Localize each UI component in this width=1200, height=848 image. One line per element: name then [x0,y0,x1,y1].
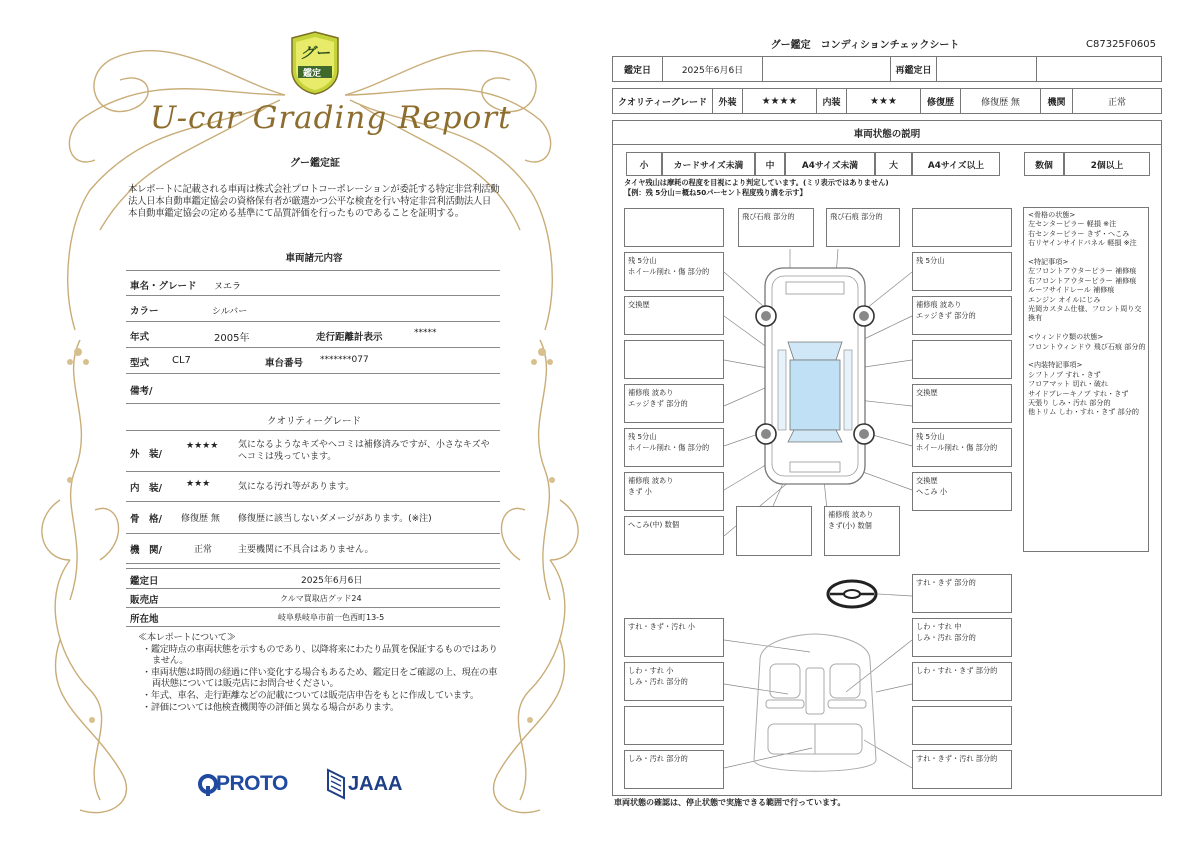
proto-logo-icon [198,774,218,800]
ext-box-left-1-text: 残 5分山 ホイール削れ・傷 部分的 [628,256,710,276]
jaaa-logo [326,768,403,804]
note-item: ・年式、車名、走行距離などの記載については販売店申告をもとに作成しています。 [142,689,479,701]
dealer-label: 販売店 [130,595,159,606]
ext-box-right-4: 交換歴 [912,384,1012,423]
repair-value: 修復歴 無 [961,89,1041,113]
ext-box-left-2: 交換歴 [624,296,724,335]
count-desc: 2個以上 [1064,152,1150,176]
condition-check-sheet [600,0,1200,848]
int-box-right-2: しわ・すれ 中 しみ・汚れ 部分的 [912,618,1012,657]
quality-exterior-comment: 気になるようなキズやヘコミは補修済みですが、小さなキズやヘコミは残っています。 [238,440,490,462]
condition-line: サイドブレーキノブ すれ・きず [1028,388,1129,398]
ext-box-bottom-center: 補修痕 波あり きず(小) 数個 [824,506,900,556]
condition-line: 天張り しみ・汚れ 部分的 [1028,398,1111,408]
reappraisal-label: 再鑑定日 [891,57,937,81]
quality-frame-grade: 修復歴 無 [181,514,220,524]
ext-box-top-center: 飛び石痕 部分的 [738,208,814,247]
spec-color-value: シルバー [212,307,248,317]
note-text: 評価については他検査機関等の評価と異なる場合があります。 [150,701,399,713]
ext-box-right-5: 残 5分山 ホイール削れ・傷 部分的 [912,428,1012,467]
report-script-title: U-car Grading Report [150,100,512,136]
date-value: 2025年6月6日 [663,57,763,81]
condition-line: 他トリム しわ・すれ・きず 部分的 [1028,407,1139,417]
note-item: ・評価については他検査機関等の評価と異なる場合があります。 [142,701,399,713]
spec-odometer-label: 走行距離計表示 [316,332,383,343]
spec-remarks-label: 備考/ [130,386,153,397]
car-interior-icon [754,634,876,771]
exterior-stars: ★★★★ [743,89,817,113]
quality-row-frame [126,502,500,534]
ext-box-right-1: 残 5分山 [912,252,1012,291]
exterior-label: 外装 [713,89,743,113]
sheet-code: C87325F0605 [1086,39,1156,50]
quality-frame-comment: 修復歴に該当しないダメージがあります。(※注) [238,514,432,524]
appraisal-date-row [126,568,500,589]
int-box-right-1: すれ・きず 部分的 [912,574,1012,613]
note-item: ・鑑定時点の車両状態を示すものであり、以降将来にわたり品質を保証するものではありません。 [142,643,498,667]
condition-line: 右リヤインサイドパネル 軽損 ※注 [1028,238,1137,248]
size-small-desc: カードサイズ未満 [662,152,755,176]
spec-row-model [126,348,500,374]
ext-box-left-7: へこみ(中) 数個 [624,516,724,555]
condition-section-title: 車両状態の説明 [613,121,1161,145]
notes-title: ≪本レポートについて≫ [138,632,236,643]
dealer-value: クルマ買取店グッド24 [280,594,362,603]
ext-box-right-3-blank [912,340,1012,379]
proto-logo-text: PROTO [216,772,288,795]
ext-box-right-2: 補修痕 波あり エッジきず 部分的 [912,296,1012,335]
condition-line: エンジン オイルにじみ [1028,294,1101,304]
int-box-right-5: すれ・きず・汚れ 部分的 [912,750,1012,789]
condition-line: 換有 [1028,313,1043,323]
size-small-label: 小 [626,152,662,176]
certificate-title: グー鑑定証 [290,158,340,169]
int-box-left-5: しみ・汚れ 部分的 [624,750,724,789]
spec-model-value: CL7 [172,355,191,366]
date-label: 鑑定日 [613,57,663,81]
spec-model-label: 型式 [130,358,150,369]
spec-name-value: ヌエラ [214,282,242,292]
car-top-view-icon [756,268,874,484]
condition-spacer [1028,323,1144,332]
condition-line: <ウィンドウ類の状態> [1028,332,1104,342]
ext-box-left-3-blank [624,340,724,379]
spec-name-label: 車名・グレード [130,281,197,292]
quality-frame-label: 骨 格/ [130,514,162,525]
condition-spacer [1028,351,1144,360]
spec-color-label: カラー [130,306,159,317]
spec-odometer-value: ***** [414,328,437,338]
ext-box-right-6: 交換歴 へこみ 小 [912,472,1012,511]
quality-engine-label: 機 関/ [130,545,162,556]
condition-line: <内装特記事項> [1028,360,1083,370]
quality-engine-comment: 主要機関に不具合はありません。 [238,545,374,555]
engine-label: 機関 [1041,89,1073,113]
note-text: 車両状態は時間の経過に伴い変化する場合もあるため、鑑定日をご確認の上、現在の車両状態については販売店にお問合せください。 [150,666,498,690]
appraisal-date-value: 2025年6月6日 [301,576,363,586]
size-large-label: 大 [875,152,912,176]
quality-interior-grade: ★★★ [186,479,211,489]
quality-row-interior [126,472,500,502]
size-medium-desc: A4サイズ未満 [785,152,875,176]
spec-chassis-value: *******077 [320,355,369,365]
goo-appraisal-badge-icon [286,30,344,96]
condition-spacer [1028,248,1144,257]
address-value: 岐阜県岐阜市前一色西町13-5 [278,613,385,622]
tire-note-line2: 【例：残 5分山＝概ね50パーセント程度残り溝を示す】 [624,188,807,197]
address-label: 所在地 [130,614,159,625]
int-box-left-3: しわ・すれ 小 しみ・汚れ 部分的 [624,662,724,701]
jaaa-logo-icon [326,768,346,800]
condition-line: ルーフサイドレール 補修痕 [1028,285,1115,295]
dealer-row [126,589,500,608]
interior-stars: ★★★ [847,89,921,113]
condition-line: 光岡カスタム仕様、フロント周り交 [1028,304,1142,314]
size-medium-label: 中 [755,152,785,176]
quality-row-exterior [126,430,500,472]
badge-goo-text: グー [300,44,331,62]
quality-exterior-label: 外 装/ [130,449,162,460]
quality-heading: クオリティーグレード [266,416,362,427]
engine-value: 正常 [1107,97,1126,108]
condition-line: 右フロントアウターピラー 補修痕 [1028,275,1137,285]
spec-row-name [126,270,500,296]
size-large-desc: A4サイズ以上 [912,152,1000,176]
int-box-right-3: しわ・すれ・きず 部分的 [912,662,1012,701]
quality-row-engine [126,534,500,564]
jaaa-logo-text: JAAA [348,773,403,795]
spec-chassis-label: 車台番号 [265,358,304,369]
note-text: 年式、車名、走行距離などの記載については販売店申告をもとに作成しています。 [150,689,479,701]
quality-grade-label: クオリティーグレード [613,89,713,113]
count-label: 数個 [1024,152,1064,176]
ext-box-left-4: 補修痕 波あり エッジきず 部分的 [624,384,724,423]
condition-line: フロアマット 切れ・破れ [1028,379,1109,389]
condition-line: 左センターピラー 軽損 ※注 [1028,219,1117,229]
certificate-body: 本レポートに記載される車両は株式会社プロトコーポレーションが委託する特定非営利活動法人日本自動車鑑定協会の資格保有者が厳選かつ公平な検査を行い特定非営利活動法人日本自動車鑑定協会の定める基準にて品質評価を行ったものであることを証明する。 [128,184,500,219]
condition-line: 右センターピラー きず・へこみ [1028,228,1130,238]
condition-line: <特記事項> [1028,257,1069,267]
quality-interior-label: 内 装/ [130,483,162,494]
sheet-title: グー鑑定 コンディションチェックシート [770,40,960,51]
badge-kantei-text: 鑑定 [303,69,322,79]
address-row [126,608,500,627]
footer-note: 車両状態の確認は、停止状態で実施できる範囲で行っています。 [614,798,846,807]
quality-engine-grade: 正常 [194,545,213,555]
spec-row-color [126,296,500,322]
quality-exterior-grade: ★★★★ [186,441,219,451]
ext-box-left-5: 残 5分山 ホイール削れ・傷 部分的 [624,428,724,467]
ext-box-left-6: 補修痕 波あり きず 小 [624,472,724,511]
spec-heading: 車両諸元内容 [285,253,343,264]
note-item: ・車両状態は時間の経過に伴い変化する場合もあるため、鑑定日をご確認の上、現在の車両状態については販売店にお問合せください。 [142,666,498,690]
quality-interior-comment: 気になる汚れ等があります。 [238,482,355,492]
ext-box-front-right-blank [912,208,1012,247]
tire-note-line1: タイヤ残山は摩耗の程度を目視により判定しています。(ミリ表示ではありません) [624,178,889,187]
spec-year-value: 2005年 [214,333,250,344]
repair-label: 修復歴 [921,89,961,113]
int-box-left-2: すれ・きず・汚れ 小 [624,618,724,657]
ext-box-front-left-blank [624,208,724,247]
condition-line: <骨格の状態> [1028,210,1076,219]
interior-label: 内装 [817,89,847,113]
condition-line: フロントウィンドウ 飛び石痕 部分的 [1028,341,1146,351]
spec-row-year [126,322,500,348]
ext-box-top-right: 飛び石痕 部分的 [826,208,900,247]
condition-line: 左フロントアウターピラー 補修痕 [1028,266,1137,276]
condition-line: シフトノブ すれ・きず [1028,369,1101,379]
steering-wheel-icon [828,581,876,607]
condition-notes-list [1023,207,1149,552]
spec-year-label: 年式 [130,332,150,343]
ext-box-left-1 [624,252,724,291]
int-box-left-4-blank [624,706,724,745]
note-text: 鑑定時点の車両状態を示すものであり、以降将来にわたり品質を保証するものではありません。 [150,643,498,667]
report-notes [138,632,500,713]
int-box-right-4-blank [912,706,1012,745]
spec-row-remarks [126,374,500,404]
appraisal-date-label: 鑑定日 [130,576,159,587]
ext-box-bottom-left-blank [736,506,812,556]
